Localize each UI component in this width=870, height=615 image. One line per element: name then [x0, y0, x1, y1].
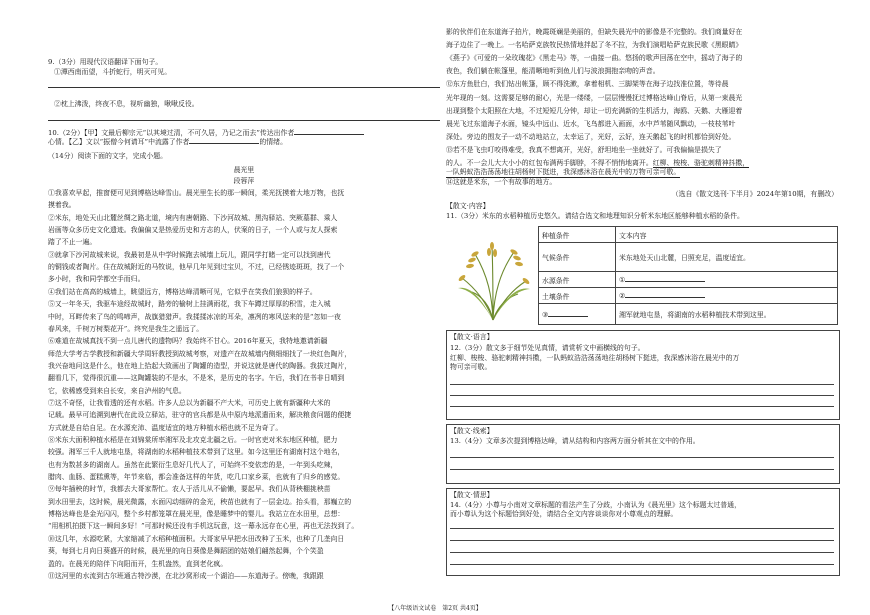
section-clue-header: 【散文·线索】 — [450, 427, 494, 435]
article-line: 中时，耳畔传来了鸟的鸣啼声，战旗猎猎声。我揉揉冰凉的耳朵，凛冽的寒风送来的是“忽如一夜 — [48, 312, 341, 321]
article-source: （选自《散文选刊·下半月》2024年第10期，有删改） — [671, 190, 838, 198]
article-line: 方式就是自给自足。在水源充沛、温度适宜的地方种植水稻也就不足为奇了。 — [48, 423, 283, 432]
article-line: 盈的。在晨光的陪伴下向阳而开，生机盎然，直到老化疯。 — [48, 559, 228, 568]
table-cell-answer[interactable]: ② — [616, 288, 838, 304]
article-line: 我兴奋地问这是什么，他在地上拾起大致画出了陶罐的造型，并说这就是唐代的陶器。我拔过陶片， — [48, 361, 352, 370]
article-line: 葵，每到七月向日葵盛开的时候，晨光里的向日葵像是舞蹈团的姑娘们翩然起舞，个个笑盈 — [48, 547, 324, 556]
reading-intro: （14分）阅读下面的文字，完成小题。 — [48, 152, 168, 160]
article-line: ⑬若不是飞虫叮咬得难受，我真不想离开，光好，舒坦地坐一坐就好了。可我偏偏是损失了 — [446, 145, 722, 154]
article-line: ①我喜欢早起，推窗便可见到博格达峰雪山。晨光里生长的那一瞬间，柔光抚摸着大地万物，也抚 — [48, 189, 345, 197]
table-cell-answer[interactable]: ① — [616, 272, 838, 288]
article-line: ②米东，地处天山北麓丝绸之路北道，境内有唐朝路、下沙河故城、黑沟驿站、突厥墓群、乘人 — [48, 213, 338, 222]
q9-sentence-1: ①潭西南而望，斗折蛇行，明灭可见。 — [54, 68, 172, 76]
q10-line-1: 10.（2分）【甲】文最后柳宗元“以其境过清，不可久居，乃记之而去”传达出作者 — [48, 128, 364, 138]
table-header-cell: 文本内容 — [616, 227, 838, 243]
article-line: 也有为数甚多的湖南人。虽然在此繁衍生息好几代人了，可始终不变依恋的是，一年到头吃辣， — [48, 460, 338, 469]
q9-title: 9.（3分）用现代汉语翻译下面句子。 — [48, 58, 163, 66]
rice-plant-image — [450, 226, 536, 321]
article-line: 较强。湘军三千人就地屯垦，将湖南的水稻种植技术带到了这里。如今这里还有湖南村这个地名， — [48, 448, 345, 457]
underlined-sentence: 一队蚂蚁浩浩荡荡地往胡杨树下挺进，我深感沐浴在晨光中的万物可亲可敬。 — [446, 168, 681, 176]
answer-line[interactable] — [48, 120, 440, 121]
section-language-header: 【散文·语言】 — [450, 333, 494, 341]
answer-line[interactable] — [450, 564, 834, 565]
q12-text: 12.（3分）散文多于细节处见真情，请赏析文中画横线的句子。 — [450, 344, 645, 352]
article-line: 深处。旁边的围友子一动不动地站立，太幸运了，光好，云好，连天鹅起飞的时机都恰到好处。 — [446, 132, 736, 141]
article-line: 的铜钱或者陶片。住在故城附近的马牧说，他早几年见到过宝贝，不过，已经锈迹斑斑，找了一个 — [48, 263, 345, 272]
table-cell-label: 气候条件 — [539, 243, 616, 272]
article-author: 段蓉萍 — [233, 177, 255, 185]
article-line: ⑨每年插秧的时节，我都去大哥家帮忙。农人于活儿从不偷懒，要起早。我们从背秧棚挑秧苗 — [48, 485, 331, 494]
q13-box — [446, 424, 840, 484]
underlined-line-1: 的人。不一会儿大大小小的红包布满两手脚脖，不得不悄悄地离开。红柳、梭梭、骆驼刺精神抖擞， — [446, 159, 750, 167]
answer-blank[interactable] — [294, 128, 364, 135]
article-line: “用相机拍摄下这一瞬间多好！”可那时候还没有手机这玩意，这一幕永远存在心里，再也无法找到了。 — [48, 522, 359, 531]
article-line: 它，依稀感受到来自长安，来自泸州的气息。 — [48, 386, 186, 395]
article-line: 春风来，千树万树梨花开”。终究是我生之遥远了。 — [48, 324, 204, 333]
table-header-cell: 种植条件 — [539, 227, 616, 243]
answer-line[interactable] — [450, 457, 834, 458]
q14-text-2: 而小尊认为这个标题恰到好处，请结合全文内容谈谈你对小尊观点的理解。 — [450, 510, 678, 518]
table-cell-value: 米东地处天山北麓，日照充足，温度适宜。 — [616, 243, 838, 272]
article-line: ⑥难道在故城真找不到一点儿唐代的遗物吗？我始终不甘心。2016年夏天，我特地邀请新疆 — [48, 337, 328, 346]
article-line: 光年现的一刻。这需要足够的耐心，光是一缕缕，一层层慢慢抚过博格达峰山脊后，从第一束晨光 — [446, 93, 743, 102]
answer-blank[interactable] — [189, 137, 259, 144]
q13-text: 13.（4分）文章多次提到博格达峰，请从结构和内容两方面分析其在文中的作用。 — [450, 437, 700, 445]
article-last-line: ⑭这就是米东，一个有故事的地方。 — [446, 178, 557, 186]
article-line: 岩画等众多历史文化遗迹。我偏偏又是热爱历史和方志的人，伏案的日子，一个人或与友人探索 — [48, 226, 338, 235]
q12-quote-line-2: 物可亲可敬。 — [450, 363, 492, 371]
q11-text: 11.（3分）米东的水稻种植历史悠久。请结合选文和地理知识分析米东地区能够种植水稻的条件。 — [446, 212, 744, 220]
answer-line[interactable] — [48, 87, 440, 88]
table-row — [539, 243, 838, 272]
table-cell-label: 水源条件 — [539, 272, 616, 288]
answer-line[interactable] — [450, 469, 834, 470]
article-line: 博格达峰也是金光闪闪，整个乡村都笼罩在晨光里，像是睡梦中的婴儿。我站立在水田里，总想： — [48, 510, 345, 519]
article-line: 晨光飞过东道海子水面，镜头中远山、近水，飞鸟都进入画面，水中芦苇随风飘动，一枝枝苇叶 — [446, 119, 736, 128]
article-line: 海子边住了一晚上。一名哈萨克族牧民热情地拌起了冬不拉，为我们演唱哈萨克族民歌《黑眼睛》 — [446, 41, 743, 50]
article-line: 翻看几下，觉得很沉重——这陶罐装的不是水，不是米，是历史的名字。午后，我们在书非日晴到 — [48, 374, 345, 383]
article-line: 到水田里去，这时候，晨光微露，水面闪动细碎的金光，秧苗也就有了一层金边。抬头看，那巍立的 — [48, 497, 352, 506]
article-line: ⑩这几年，水源吃紧，大家缩减了水稻种植面积。大哥家早早把水田改种了玉米，也种了几垄向日 — [48, 534, 345, 543]
article-line: 出现到整个太阳照在大地，不过短短几分钟，却让一切充满新的生机活力，海鸥、天鹅、大雁迎着 — [446, 106, 743, 115]
article-line: 记载。最早可追溯到唐代在此设立驿站，驻守的官兵都是从中原内地派遣而来，解决粮食问题的便捷 — [48, 411, 352, 420]
article-title: 晨光里 — [233, 166, 255, 174]
article-line: 腊肉、血肠、蛋糕熏等，年节来临，都会准备这样的年货，吃几口家乡菜，也就有了归乡的感觉。 — [48, 473, 345, 482]
answer-line[interactable] — [450, 540, 834, 541]
q10-line-2: 心情。【乙】文以“振僧今何请耳”中流露了作者 的情绪。 — [48, 138, 287, 146]
answer-line[interactable] — [450, 528, 834, 529]
article-line: ⑤又一年冬天，我驱车途经故城时，路旁的榆树上挂满雨花，我下车蹲过厚厚的积雪，走入城 — [48, 300, 331, 309]
table-cell-label: 土壤条件 — [539, 288, 616, 304]
section-emotion-header: 【散文·情思】 — [450, 491, 494, 499]
underlined-sentence: 红柳、梭梭、骆驼刺精神抖擞， — [652, 159, 750, 167]
table-cell-answer[interactable]: ③ — [539, 304, 616, 325]
table-row — [539, 272, 838, 288]
table-row — [539, 288, 838, 304]
q11-table — [538, 226, 838, 325]
table-cell-value: 湘军就地屯垦，将湖南的水稻种植技术带到这里。 — [616, 304, 838, 325]
q9-sentence-2: ②枕上沸泼，终夜不息，视听幽独，啾啾反役。 — [54, 100, 199, 108]
answer-line[interactable] — [450, 406, 834, 407]
article-line: 师范大学考古学教授和新疆大学周轩教授到故城考察，对遗产在故城墙内侧细细找了一块红色陶片， — [48, 349, 352, 358]
section-content-header: 【散文·内容】 — [446, 202, 490, 210]
article-line: 摸着我。 — [48, 201, 76, 210]
q14-text-1: 14.（4分）小尊与小南对文章标题的看法产生了分歧，小南认为《晨光里》这个标题太过普通， — [450, 501, 741, 509]
article-line: 夜色，我们躺在帐篷里，能清晰地听到鱼儿们与波浪拥抱亲吻的声音。 — [446, 67, 660, 76]
article-line: 影的伙伴们在东道海子拍片，晚霞斑斓是美丽的，但缺失晨光中的影像是不完整的。我们商量好在 — [446, 28, 743, 36]
article-line: ③就拿下沙河故城来说，我最初是从中学时候跑去城墙上玩儿，跟同学打睹一定可以找到唐代 — [48, 250, 331, 259]
page-footer: 【八年级语文试卷 第2页 共4页】 — [388, 605, 482, 612]
answer-line[interactable] — [450, 552, 834, 553]
table-header-row — [539, 227, 838, 243]
answer-line[interactable] — [450, 395, 834, 396]
article-line: ⑦这不奇怪，让我看透的还有水稻。许多人总以为新疆不产大米，可历史上就有新疆种大米的 — [48, 398, 331, 407]
article-line: ⑪这河里的水流到古尔班通古特沙漠，在北沙窝形成一个湖泊——东道海子。傍晚，我跟跟 — [48, 571, 324, 580]
article-line: 《燕子》《可爱的一朵玫瑰花》《黑走马》等，一曲接一曲。悠扬的歌声回荡在空中，摇动了海子的 — [446, 54, 743, 63]
answer-line[interactable] — [450, 384, 834, 385]
table-row — [539, 304, 838, 325]
article-line: ④我们站在高高的城墙上，眺望远方，博格达峰清晰可见，它似乎在笑我们狼狈的样子。 — [48, 287, 317, 296]
article-line: ⑫东方鱼肚白，我们钻出帐篷，顾不得洗漱，拿着相机、三脚架等在海子边找准位置，等待晨 — [446, 80, 729, 89]
article-line: ⑧米东大面积种植水稻是在刘锦棠所率湘军及北攻克北疆之后。一时官吏对米东地区种植，肥力 — [48, 436, 338, 444]
article-line: 多小时，我和同学都空手而归。 — [48, 275, 145, 284]
q12-quote-line-1: 红柳、梭梭、骆驼刺精神抖擞，一队蚂蚁浩浩荡荡地往胡杨树下挺进，我深感沐浴在晨光中的万 — [450, 354, 740, 362]
article-line: 踏了不止一遍。 — [48, 238, 97, 247]
